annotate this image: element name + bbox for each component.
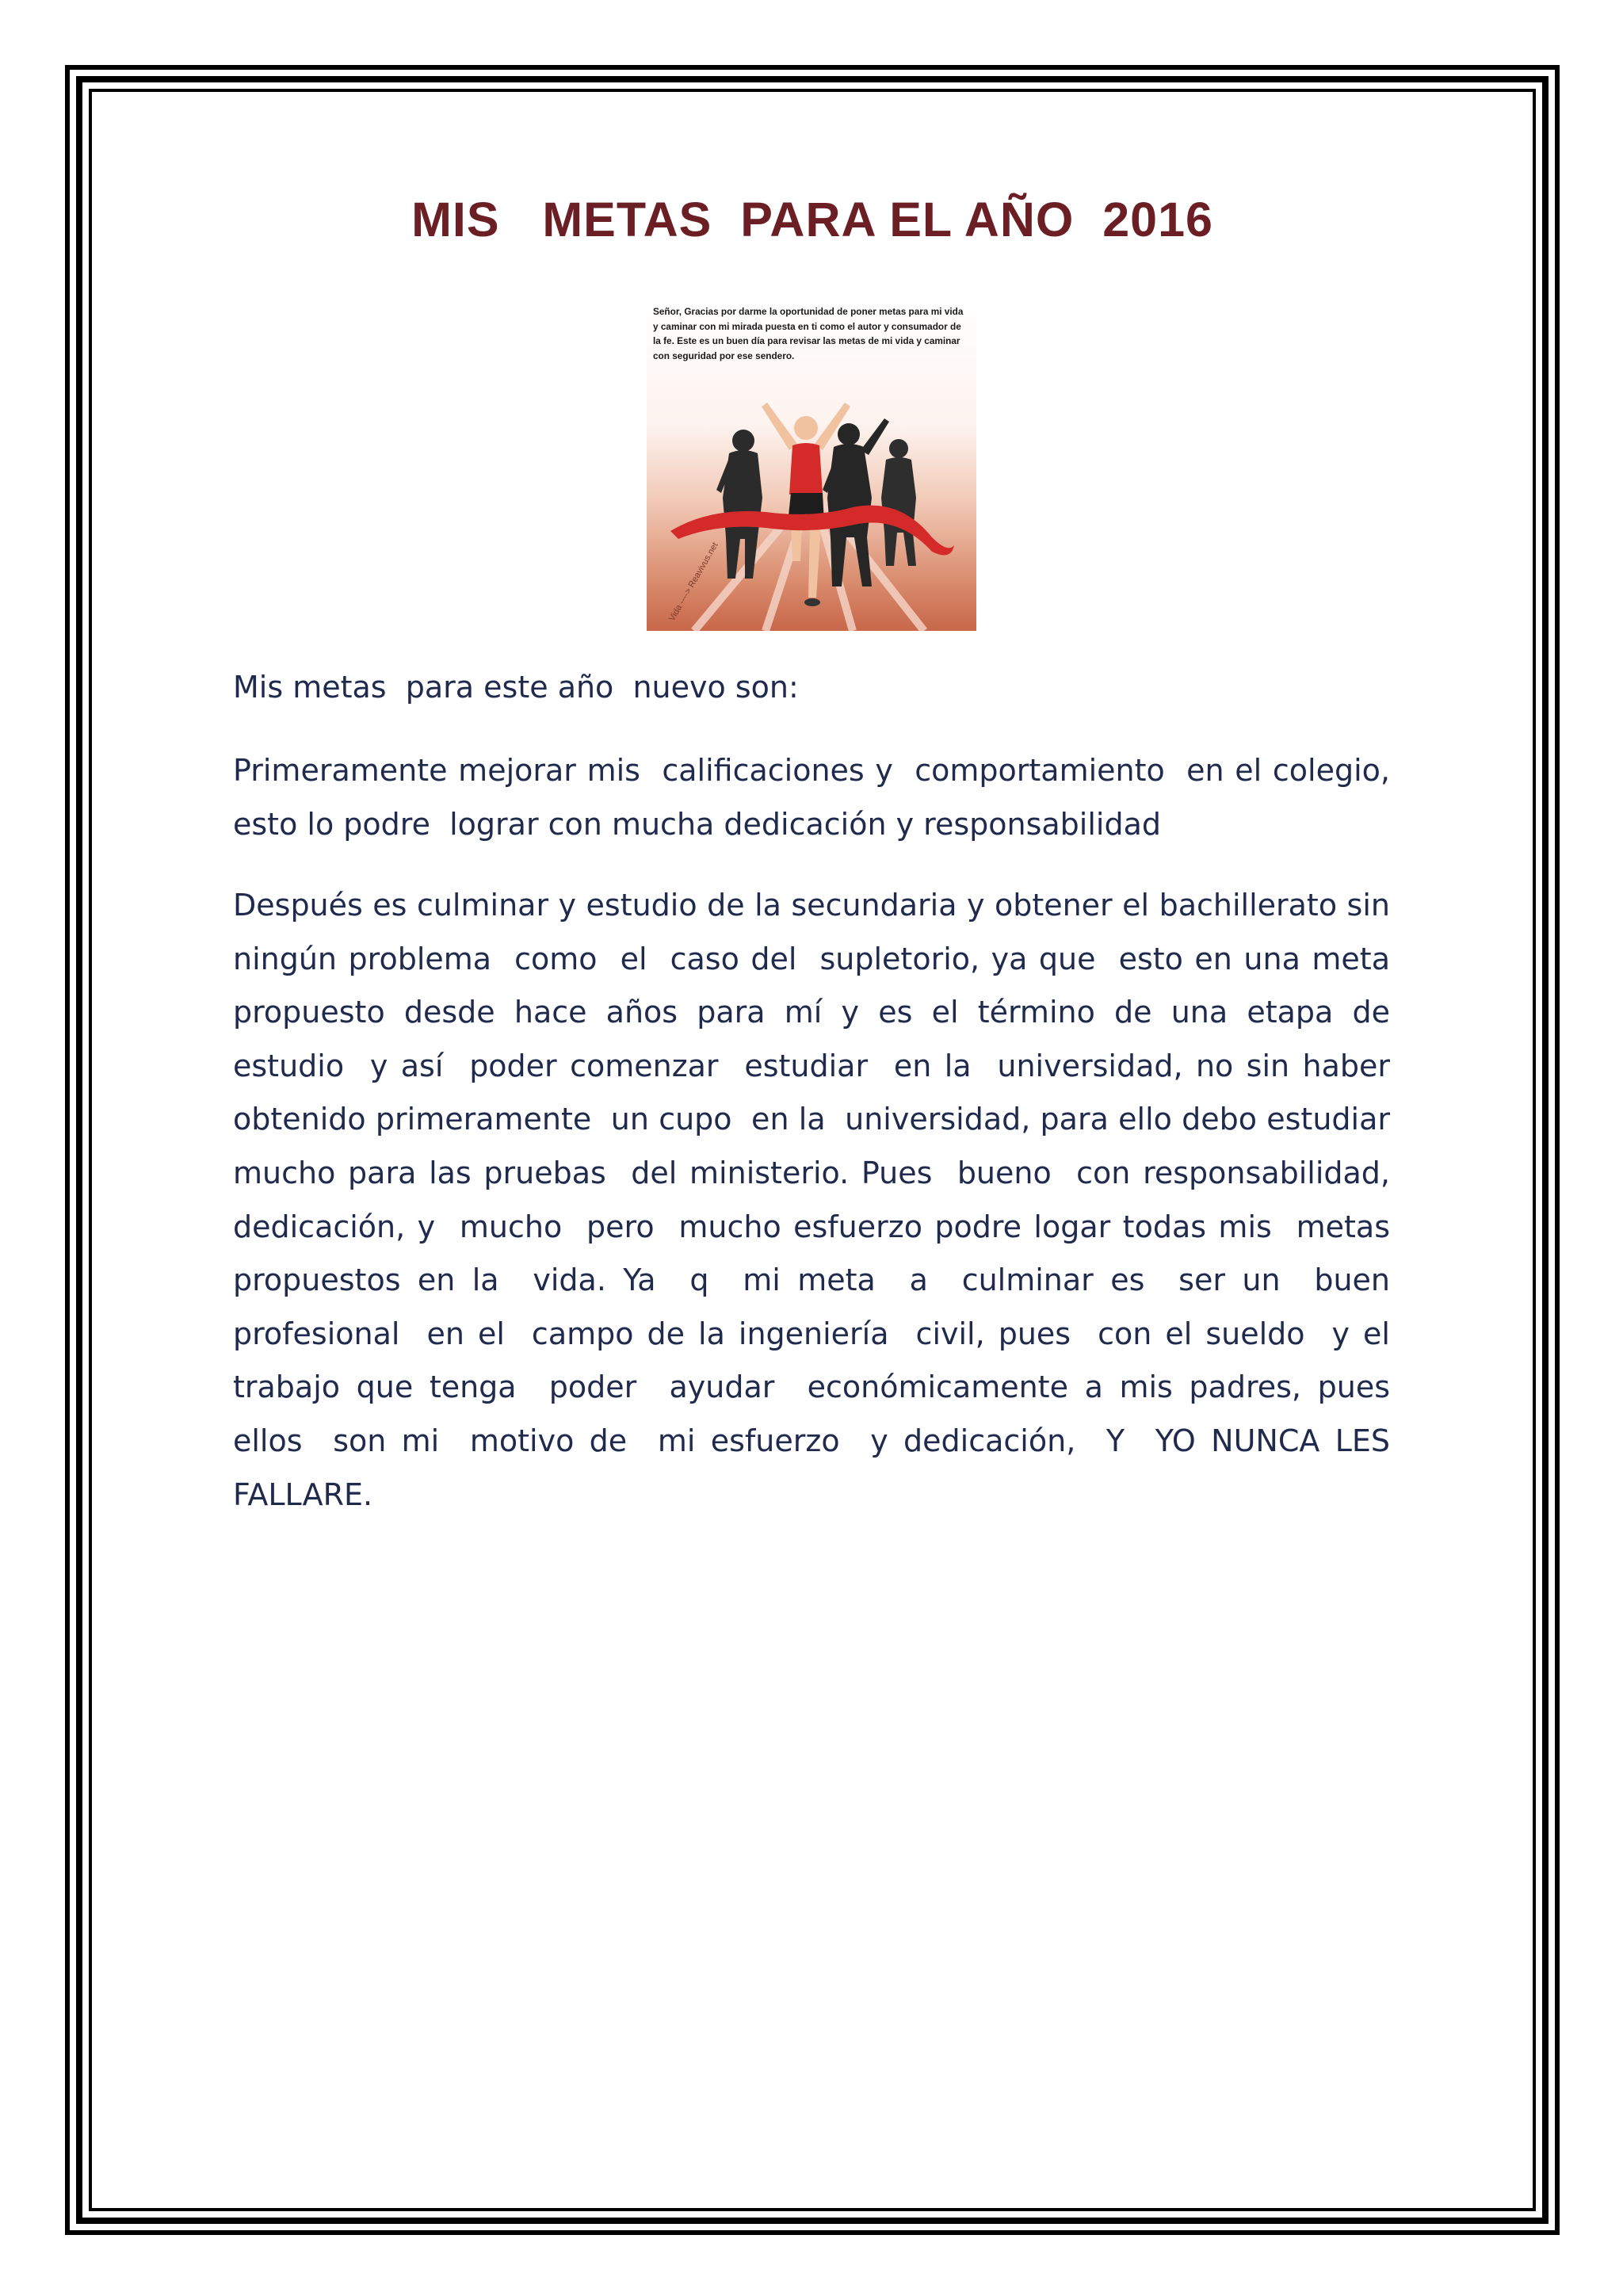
poster-caption: Señor, Gracias por darme la oportunidad de poner metas para mi vida y caminar con mi mirada puesta en ti como el autor y consumador de la fe. Este es un buen día para revisar las metas de mi vida y caminar con seguridad por ese sendero.	[653, 306, 964, 361]
paragraph-2: Después es culminar y estudio de la secundaria y obtener el bachillerato sin ningún problema como el caso del supletorio, ya que esto en una meta propuesto desde hace años para mí y es el término de una etapa de estudio y así poder comenzar estudiar en la universidad, no sin haber obtenido primeramente un cupo en la universidad, para ello debo estudiar mucho para las pruebas del ministerio. Pues bueno con responsabilidad, dedicación, y mucho pero mucho esfuerzo podre logar todas mis metas propuestos en la vida. Ya q mi meta a culminar es ser un buen profesional en el campo de la ingeniería civil, pues con el sueldo y el trabajo que tenga poder ayudar económicamente a mis padres, pues ellos son mi motivo de mi esfuerzo y dedicación, Y YO NUNCA LES FALLARE.	[233, 888, 1410, 1512]
image-watermark: Vida ----> Reavivus.net	[667, 541, 720, 623]
runners-finish-line-image	[647, 300, 976, 631]
intro-line: Mis metas para este año nuevo son:	[233, 670, 799, 705]
paragraph-1: Primeramente mejorar mis calificaciones y comportamiento en el colegio, esto lo podre lograr con mucha dedicación y responsabilidad	[233, 753, 1400, 842]
document-title: MIS METAS PARA EL AÑO 2016	[411, 193, 1213, 246]
runner-silhouette-right	[823, 418, 889, 586]
runner-silhouette-far-right	[881, 439, 916, 566]
